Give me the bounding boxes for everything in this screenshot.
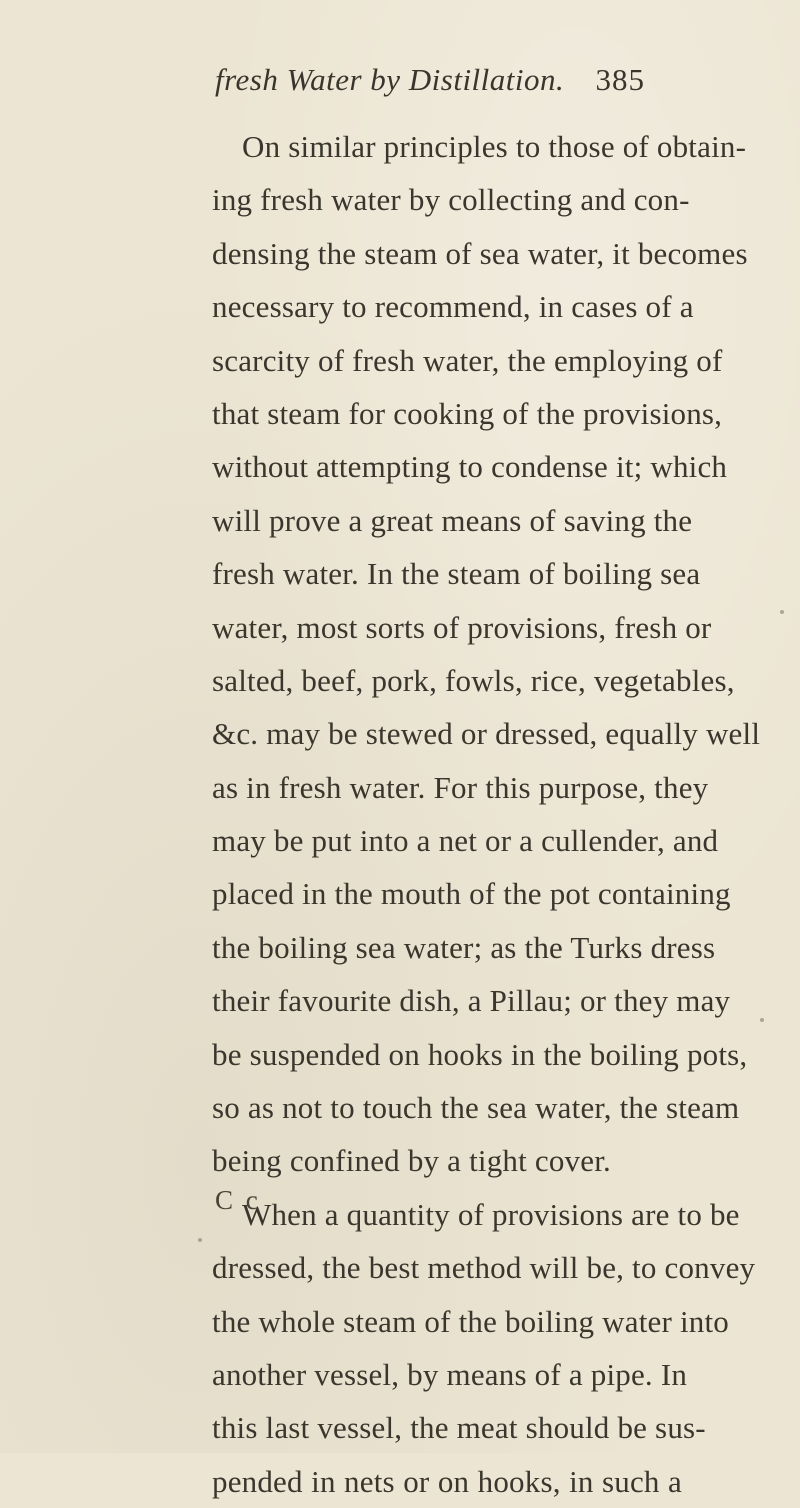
text-line: When a quantity of provisions are to be: [242, 1196, 740, 1232]
text-line: scarcity of fresh water, the employing of: [212, 342, 723, 378]
text-line: another vessel, by means of a pipe. In: [212, 1356, 688, 1392]
text-line: without attempting to condense it; which: [212, 449, 728, 485]
text-line: On similar principles to those of obtain-: [242, 129, 747, 164]
text-line: may be put into a net or a cullender, and: [212, 823, 719, 859]
text-line: ing fresh water by collecting and con-: [212, 182, 690, 218]
text-line: being confined by a tight cover.: [212, 1143, 611, 1179]
paper-speck: [198, 1238, 202, 1242]
paper-speck: [780, 610, 784, 614]
page-number: 385: [595, 62, 645, 97]
text-line: this last vessel, the meat should be sus-: [212, 1410, 706, 1446]
running-head: [215, 62, 645, 110]
text-line: water, most sorts of provisions, fresh or: [212, 609, 712, 645]
text-line: that steam for cooking of the provisions,: [212, 395, 723, 431]
text-line: densing the steam of sea water, it becomes: [212, 235, 748, 271]
text-line: their favourite dish, a Pillau; or they may: [212, 983, 731, 1019]
text-line: so as not to touch the sea water, the steam: [212, 1090, 740, 1126]
running-head-title: fresh Water by Distillation.: [215, 62, 565, 97]
text-line: dressed, the best method will be, to convey: [212, 1250, 756, 1286]
text-line: placed in the mouth of the pot containing: [212, 876, 731, 912]
body-text: [212, 120, 761, 1508]
text-line: the whole steam of the boiling water into: [212, 1303, 729, 1339]
text-line: necessary to recommend, in cases of a: [212, 289, 694, 325]
text-line: salted, beef, pork, fowls, rice, vegetables,: [212, 662, 735, 698]
text-line: the boiling sea water; as the Turks dress: [212, 929, 716, 965]
text-line: &c. may be stewed or dressed, equally well: [212, 716, 761, 752]
paper-speck: [760, 1018, 764, 1022]
signature-mark: C c: [215, 1185, 261, 1215]
text-line: be suspended on hooks in the boiling pots,: [212, 1036, 748, 1072]
text-line: pended in nets or on hooks, in such a: [212, 1463, 682, 1499]
text-line: as in fresh water. For this purpose, they: [212, 769, 709, 805]
text-line: fresh water. In the steam of boiling sea: [212, 556, 701, 592]
text-line: will prove a great means of saving the: [212, 502, 693, 538]
